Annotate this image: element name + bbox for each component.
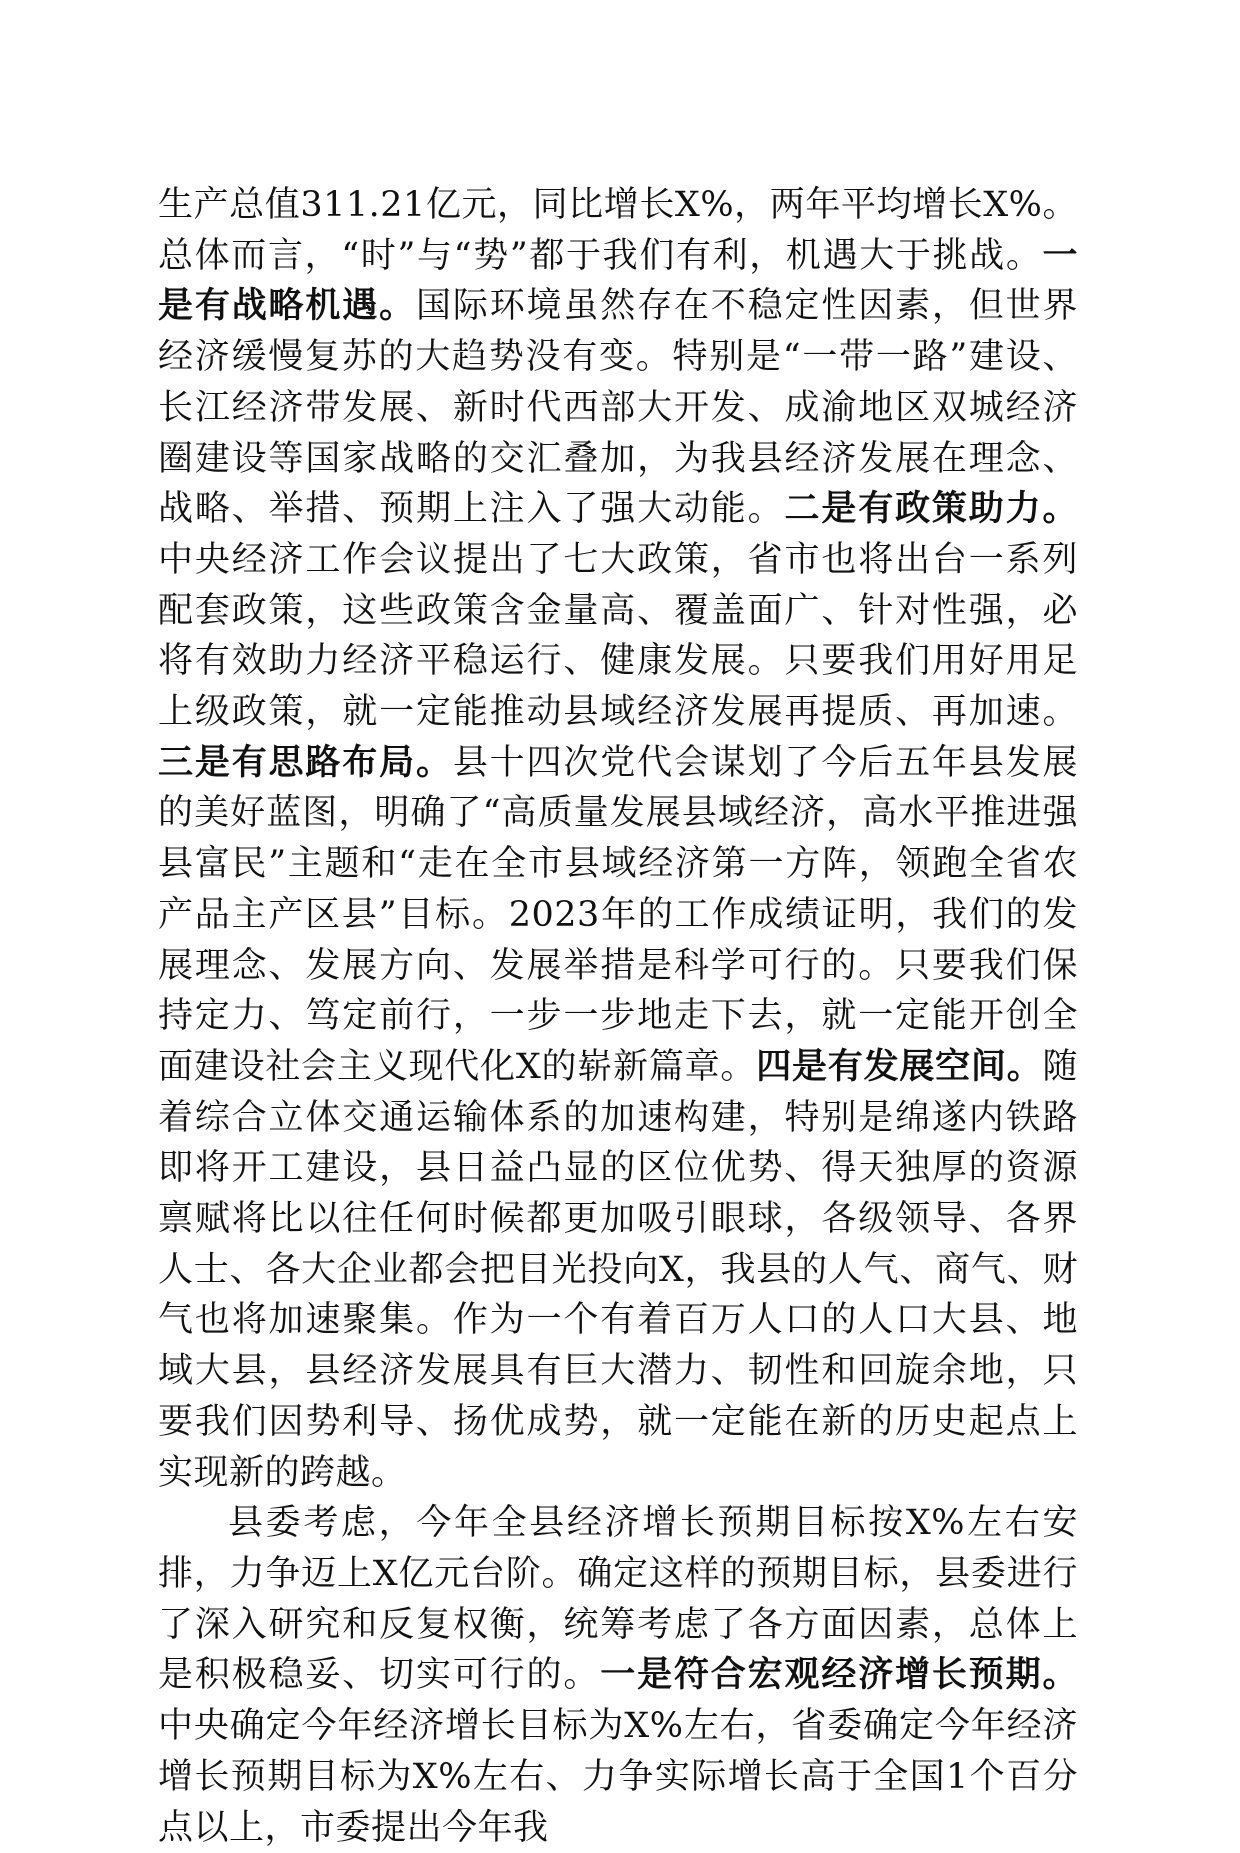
- document-page: [158, 180, 1078, 1853]
- bold-heading-policy-support: 二是有政策助力。: [784, 488, 1078, 530]
- bold-heading-planning-layout: 三是有思路布局。: [158, 741, 453, 783]
- text-run: 中央确定今年经济增长目标为X%左右，省委确定今年经济增长预期目标为X%左右、力争实际增长高于全国1个百分点以上，市委提出今年我: [158, 1706, 1078, 1848]
- text-run: 县委考虑，今年全县经济增长预期目标按X%左右安排，力争迈上X亿元台阶。确定这样的预期目标，县委进行了深入研究和反复权衡，统筹考虑了各方面因素，总体上是积极稳妥、切实可行的。: [158, 1503, 1078, 1696]
- text-run: 县十四次党代会谋划了今后五年县发展的美好蓝图，明确了“高质量发展县域经济，高水平推进强县富民”主题和“走在全市县域经济第一方阵，领跑全省农产品主产区县”目标。2023年的工作成绩证明，我们的发展理念、发展方向、发展举措是科学可行的。只要我们保持定力、笃定前行，一步一步地走下去，就一定能开创全面建设社会主义现代化X的崭新篇章。: [158, 742, 1078, 1087]
- bold-heading-development-space: 四是有发展空间。: [756, 1045, 1043, 1087]
- text-run: 国际环境虽然存在不稳定性因素，但世界经济缓慢复苏的大趋势没有变。特别是“一带一路”建设、长江经济带发展、新时代西部大开发、成渝地区双城经济圈建设等国家战略的交汇叠加，为我县经济发展在理念、战略、举措、预期上注入了强大动能。: [158, 286, 1078, 530]
- text-run: 中央经济工作会议提出了七大政策，省市也将出台一系列配套政策，这些政策含金量高、覆盖面广、针对性强，必将有效助力经济平稳运行、健康发展。只要我们用好用足上级政策，就一定能推动县域经济发展再提质、再加速。: [158, 539, 1078, 733]
- bold-heading-macro-growth-expectation: 一是符合宏观经济增长预期。: [600, 1654, 1078, 1696]
- text-run: 生产总值311.21亿元，同比增长X%，两年平均增长X%。总体而言，“时”与“势”都于我们有利，机遇大于挑战。: [158, 185, 1078, 276]
- paragraph-2: [158, 1498, 1078, 1853]
- paragraph-1: [158, 180, 1078, 1498]
- bold-heading-strategic-opportunity: 一是有战略机遇。: [158, 234, 1078, 327]
- text-run: 随着综合立体交通运输体系的加速构建，特别是绵遂内铁路即将开工建设，县日益凸显的区位优势、得天独厚的资源禀赋将比以往任何时候都更加吸引眼球，各级领导、各界人士、各大企业都会把目光投向X，我县的人气、商气、财气也将加速聚集。作为一个有着百万人口的人口大县、地域大县，县经济发展具有巨大潜力、韧性和回旋余地，只要我们因势利导、扬优成势，就一定能在新的历史起点上实现新的跨越。: [158, 1046, 1078, 1493]
